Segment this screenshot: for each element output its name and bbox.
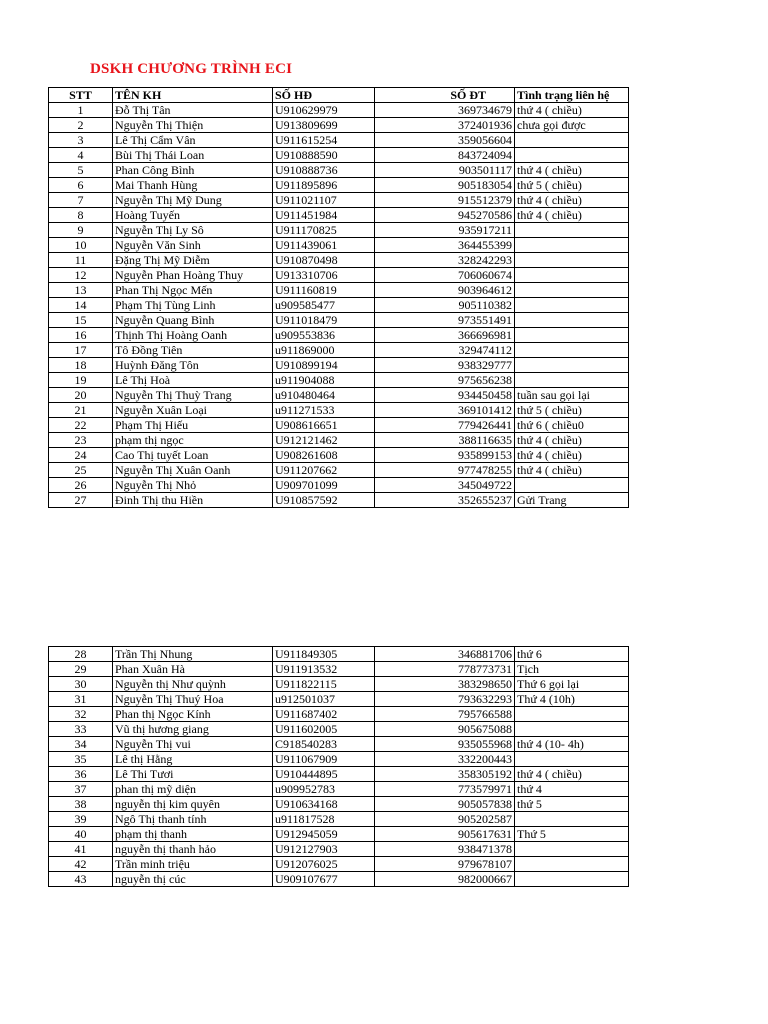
cell-phone-number: 979678107 xyxy=(375,857,515,872)
cell-stt: 16 xyxy=(49,328,113,343)
cell-stt: 20 xyxy=(49,388,113,403)
cell-contact-status xyxy=(515,872,629,887)
cell-phone-number: 388116635 xyxy=(375,433,515,448)
cell-contract-number: U912076025 xyxy=(273,857,375,872)
cell-phone-number: 903501117 xyxy=(375,163,515,178)
cell-phone-number: 332200443 xyxy=(375,752,515,767)
cell-contract-number: U911207662 xyxy=(273,463,375,478)
cell-phone-number: 905617631 xyxy=(375,827,515,842)
table-row xyxy=(49,812,629,827)
table-row xyxy=(49,463,629,478)
cell-stt: 27 xyxy=(49,493,113,508)
table-row xyxy=(49,842,629,857)
cell-contract-number: u911904088 xyxy=(273,373,375,388)
cell-contact-status: Thứ 5 xyxy=(515,827,629,842)
cell-stt: 14 xyxy=(49,298,113,313)
cell-customer-name: Nguyễn Thị Thiện xyxy=(113,118,273,133)
cell-customer-name: Nguyễn Xuân Loại xyxy=(113,403,273,418)
cell-contact-status xyxy=(515,752,629,767)
table-row xyxy=(49,298,629,313)
cell-contact-status: thứ 6 ( chiều0 xyxy=(515,418,629,433)
cell-contact-status xyxy=(515,812,629,827)
cell-contact-status xyxy=(515,223,629,238)
table-row xyxy=(49,268,629,283)
cell-phone-number: 366696981 xyxy=(375,328,515,343)
table-row xyxy=(49,493,629,508)
cell-contact-status xyxy=(515,298,629,313)
cell-contact-status: thứ 4 ( chiều) xyxy=(515,463,629,478)
cell-contract-number: U909701099 xyxy=(273,478,375,493)
cell-stt: 26 xyxy=(49,478,113,493)
cell-customer-name: Nguyễn Văn Sinh xyxy=(113,238,273,253)
cell-phone-number: 977478255 xyxy=(375,463,515,478)
cell-customer-name: phạm thị thanh xyxy=(113,827,273,842)
cell-contract-number: U910629979 xyxy=(273,103,375,118)
table-row xyxy=(49,782,629,797)
cell-contract-number: U910857592 xyxy=(273,493,375,508)
table-row xyxy=(49,827,629,842)
cell-phone-number: 905202587 xyxy=(375,812,515,827)
table-row xyxy=(49,722,629,737)
customer-table-1 xyxy=(48,87,629,508)
cell-customer-name: Phan Thị Ngọc Mến xyxy=(113,283,273,298)
cell-customer-name: Trần minh triệu xyxy=(113,857,273,872)
cell-phone-number: 903964612 xyxy=(375,283,515,298)
cell-customer-name: Thịnh Thị Hoàng Oanh xyxy=(113,328,273,343)
table-row xyxy=(49,148,629,163)
cell-customer-name: Cao Thị tuyết Loan xyxy=(113,448,273,463)
cell-contact-status: thứ 5 xyxy=(515,797,629,812)
cell-contact-status: thứ 4 ( chiều) xyxy=(515,193,629,208)
cell-contact-status xyxy=(515,343,629,358)
table-row xyxy=(49,238,629,253)
cell-phone-number: 935055968 xyxy=(375,737,515,752)
cell-contract-number: U909107677 xyxy=(273,872,375,887)
cell-contact-status: Tịch xyxy=(515,662,629,677)
cell-phone-number: 945270586 xyxy=(375,208,515,223)
cell-customer-name: Trần Thị Nhung xyxy=(113,647,273,662)
cell-contact-status xyxy=(515,478,629,493)
table-row xyxy=(49,797,629,812)
cell-phone-number: 369734679 xyxy=(375,103,515,118)
cell-customer-name: Nguyễn Thị Xuân Oanh xyxy=(113,463,273,478)
table-row xyxy=(49,737,629,752)
header-status: Tình trạng liên hệ xyxy=(515,88,629,103)
page-title: DSKH CHƯƠNG TRÌNH ECI xyxy=(90,61,293,77)
cell-customer-name: Lê Thị Hoà xyxy=(113,373,273,388)
cell-contract-number: U911615254 xyxy=(273,133,375,148)
table-row xyxy=(49,253,629,268)
cell-customer-name: Đặng Thị Mỹ Diễm xyxy=(113,253,273,268)
cell-contract-number: U910444895 xyxy=(273,767,375,782)
cell-contract-number: U911849305 xyxy=(273,647,375,662)
cell-contact-status: Gửi Trang xyxy=(515,493,629,508)
table-row xyxy=(49,707,629,722)
header-contract: SỐ HĐ xyxy=(273,88,375,103)
cell-contract-number: U910634168 xyxy=(273,797,375,812)
cell-stt: 21 xyxy=(49,403,113,418)
cell-contract-number: U913809699 xyxy=(273,118,375,133)
table-row xyxy=(49,692,629,707)
cell-contact-status xyxy=(515,283,629,298)
cell-contract-number: U911160819 xyxy=(273,283,375,298)
cell-contract-number: U911895896 xyxy=(273,178,375,193)
cell-contract-number: U911602005 xyxy=(273,722,375,737)
cell-phone-number: 938471378 xyxy=(375,842,515,857)
table-row xyxy=(49,223,629,238)
cell-stt: 40 xyxy=(49,827,113,842)
cell-customer-name: Tô Đồng Tiên xyxy=(113,343,273,358)
cell-contact-status xyxy=(515,133,629,148)
cell-stt: 15 xyxy=(49,313,113,328)
table-row xyxy=(49,373,629,388)
cell-customer-name: Phạm Thị Hiếu xyxy=(113,418,273,433)
cell-contract-number: U912945059 xyxy=(273,827,375,842)
cell-contact-status xyxy=(515,857,629,872)
cell-phone-number: 779426441 xyxy=(375,418,515,433)
cell-phone-number: 843724094 xyxy=(375,148,515,163)
cell-customer-name: Đinh Thị thu Hiền xyxy=(113,493,273,508)
cell-phone-number: 973551491 xyxy=(375,313,515,328)
table-row xyxy=(49,178,629,193)
cell-contact-status: tuần sau gọi lại xyxy=(515,388,629,403)
cell-stt: 22 xyxy=(49,418,113,433)
table-row xyxy=(49,118,629,133)
cell-phone-number: 358305192 xyxy=(375,767,515,782)
cell-contact-status: thứ 5 ( chiều) xyxy=(515,178,629,193)
cell-contact-status: thứ 5 ( chiều) xyxy=(515,403,629,418)
cell-contract-number: C918540283 xyxy=(273,737,375,752)
cell-customer-name: nguyễn thị cúc xyxy=(113,872,273,887)
header-name: TÊN KH xyxy=(113,88,273,103)
cell-stt: 32 xyxy=(49,707,113,722)
cell-contract-number: u911817528 xyxy=(273,812,375,827)
cell-customer-name: Nguyễn Thị Thuý Hoa xyxy=(113,692,273,707)
cell-contact-status xyxy=(515,148,629,163)
table-row xyxy=(49,163,629,178)
cell-stt: 10 xyxy=(49,238,113,253)
table-row xyxy=(49,313,629,328)
cell-contact-status xyxy=(515,842,629,857)
table-row xyxy=(49,193,629,208)
cell-contract-number: u912501037 xyxy=(273,692,375,707)
cell-contact-status: thứ 4 xyxy=(515,782,629,797)
cell-stt: 2 xyxy=(49,118,113,133)
cell-contract-number: U912127903 xyxy=(273,842,375,857)
cell-customer-name: Huỳnh Đăng Tôn xyxy=(113,358,273,373)
cell-stt: 12 xyxy=(49,268,113,283)
table-row xyxy=(49,767,629,782)
cell-contact-status: thứ 6 xyxy=(515,647,629,662)
cell-contract-number: U911170825 xyxy=(273,223,375,238)
cell-stt: 1 xyxy=(49,103,113,118)
cell-customer-name: Lê Thị Cẩm Vân xyxy=(113,133,273,148)
cell-stt: 19 xyxy=(49,373,113,388)
cell-phone-number: 975656238 xyxy=(375,373,515,388)
cell-stt: 9 xyxy=(49,223,113,238)
table-row xyxy=(49,208,629,223)
cell-contact-status xyxy=(515,328,629,343)
cell-contact-status: Thứ 6 gọi lại xyxy=(515,677,629,692)
cell-customer-name: Hoàng Tuyến xyxy=(113,208,273,223)
header-stt: STT xyxy=(49,88,113,103)
cell-phone-number: 364455399 xyxy=(375,238,515,253)
cell-contract-number: U908261608 xyxy=(273,448,375,463)
table-row xyxy=(49,283,629,298)
cell-stt: 18 xyxy=(49,358,113,373)
cell-customer-name: Mai Thanh Hùng xyxy=(113,178,273,193)
cell-stt: 43 xyxy=(49,872,113,887)
cell-phone-number: 915512379 xyxy=(375,193,515,208)
header-phone: SỐ ĐT xyxy=(375,88,515,103)
cell-stt: 34 xyxy=(49,737,113,752)
cell-phone-number: 938329777 xyxy=(375,358,515,373)
table-row xyxy=(49,647,629,662)
cell-contract-number: u909952783 xyxy=(273,782,375,797)
cell-contact-status xyxy=(515,358,629,373)
cell-customer-name: Phan Xuân Hà xyxy=(113,662,273,677)
cell-phone-number: 905675088 xyxy=(375,722,515,737)
cell-contact-status xyxy=(515,313,629,328)
cell-contract-number: u910480464 xyxy=(273,388,375,403)
cell-phone-number: 935917211 xyxy=(375,223,515,238)
cell-contract-number: U911687402 xyxy=(273,707,375,722)
cell-contact-status: Thứ 4 (10h) xyxy=(515,692,629,707)
cell-stt: 17 xyxy=(49,343,113,358)
cell-customer-name: Lê thị Hằng xyxy=(113,752,273,767)
cell-contact-status xyxy=(515,707,629,722)
table-row xyxy=(49,857,629,872)
table-row xyxy=(49,872,629,887)
cell-stt: 11 xyxy=(49,253,113,268)
cell-contact-status: thứ 4 ( chiều) xyxy=(515,433,629,448)
cell-stt: 5 xyxy=(49,163,113,178)
table-row xyxy=(49,478,629,493)
cell-phone-number: 982000667 xyxy=(375,872,515,887)
table-row xyxy=(49,403,629,418)
cell-stt: 23 xyxy=(49,433,113,448)
table-row xyxy=(49,103,629,118)
cell-contact-status xyxy=(515,268,629,283)
cell-stt: 35 xyxy=(49,752,113,767)
table-row xyxy=(49,388,629,403)
cell-phone-number: 352655237 xyxy=(375,493,515,508)
table-row xyxy=(49,448,629,463)
table-row xyxy=(49,133,629,148)
cell-phone-number: 346881706 xyxy=(375,647,515,662)
cell-customer-name: Nguyễn Thị vui xyxy=(113,737,273,752)
cell-customer-name: phan thị mỹ diện xyxy=(113,782,273,797)
cell-customer-name: Nguyễn Quang Bình xyxy=(113,313,273,328)
table-header-row xyxy=(49,88,629,103)
table-row xyxy=(49,752,629,767)
cell-phone-number: 905057838 xyxy=(375,797,515,812)
cell-phone-number: 905183054 xyxy=(375,178,515,193)
cell-contract-number: u909553836 xyxy=(273,328,375,343)
cell-phone-number: 778773731 xyxy=(375,662,515,677)
cell-stt: 28 xyxy=(49,647,113,662)
table-row xyxy=(49,677,629,692)
cell-contract-number: u909585477 xyxy=(273,298,375,313)
cell-customer-name: phạm thị ngọc xyxy=(113,433,273,448)
cell-contract-number: U911067909 xyxy=(273,752,375,767)
cell-phone-number: 706060674 xyxy=(375,268,515,283)
cell-customer-name: nguyễn thị kim quyên xyxy=(113,797,273,812)
cell-contact-status xyxy=(515,253,629,268)
cell-contact-status xyxy=(515,238,629,253)
cell-stt: 36 xyxy=(49,767,113,782)
cell-contract-number: U910888736 xyxy=(273,163,375,178)
cell-phone-number: 329474112 xyxy=(375,343,515,358)
cell-customer-name: Nguyễn Thị Mỹ Dung xyxy=(113,193,273,208)
cell-phone-number: 934450458 xyxy=(375,388,515,403)
cell-contract-number: U911439061 xyxy=(273,238,375,253)
cell-contract-number: U913310706 xyxy=(273,268,375,283)
cell-phone-number: 359056604 xyxy=(375,133,515,148)
table-row xyxy=(49,328,629,343)
cell-phone-number: 935899153 xyxy=(375,448,515,463)
cell-stt: 8 xyxy=(49,208,113,223)
cell-phone-number: 773579971 xyxy=(375,782,515,797)
table-row xyxy=(49,433,629,448)
table-row xyxy=(49,343,629,358)
cell-stt: 38 xyxy=(49,797,113,812)
cell-contract-number: U910899194 xyxy=(273,358,375,373)
cell-contact-status: chưa gọi được xyxy=(515,118,629,133)
cell-customer-name: Vũ thị hương giang xyxy=(113,722,273,737)
cell-contact-status xyxy=(515,722,629,737)
table-row xyxy=(49,418,629,433)
cell-customer-name: Nguyễn Thị Ly Sô xyxy=(113,223,273,238)
cell-phone-number: 383298650 xyxy=(375,677,515,692)
cell-stt: 33 xyxy=(49,722,113,737)
cell-contract-number: U911451984 xyxy=(273,208,375,223)
cell-stt: 7 xyxy=(49,193,113,208)
cell-contact-status: thứ 4 (10- 4h) xyxy=(515,737,629,752)
cell-stt: 37 xyxy=(49,782,113,797)
cell-stt: 41 xyxy=(49,842,113,857)
cell-customer-name: Ngô Thị thanh tính xyxy=(113,812,273,827)
cell-stt: 24 xyxy=(49,448,113,463)
cell-stt: 25 xyxy=(49,463,113,478)
cell-phone-number: 795766588 xyxy=(375,707,515,722)
cell-stt: 42 xyxy=(49,857,113,872)
cell-contract-number: U911018479 xyxy=(273,313,375,328)
cell-customer-name: Đỗ Thị Tân xyxy=(113,103,273,118)
cell-contract-number: U911913532 xyxy=(273,662,375,677)
cell-contract-number: U910870498 xyxy=(273,253,375,268)
cell-stt: 39 xyxy=(49,812,113,827)
cell-phone-number: 372401936 xyxy=(375,118,515,133)
cell-phone-number: 905110382 xyxy=(375,298,515,313)
cell-contract-number: U912121462 xyxy=(273,433,375,448)
cell-contract-number: u911271533 xyxy=(273,403,375,418)
cell-customer-name: Phạm Thị Tùng Linh xyxy=(113,298,273,313)
cell-contract-number: U908616651 xyxy=(273,418,375,433)
cell-contact-status: thứ 4 ( chiều) xyxy=(515,163,629,178)
cell-contact-status xyxy=(515,373,629,388)
cell-stt: 13 xyxy=(49,283,113,298)
cell-customer-name: Nguyễn Thị Thuỳ Trang xyxy=(113,388,273,403)
cell-customer-name: nguyễn thị thanh hảo xyxy=(113,842,273,857)
cell-customer-name: Nguyễn thị Như quỳnh xyxy=(113,677,273,692)
cell-phone-number: 369101412 xyxy=(375,403,515,418)
cell-customer-name: Phan thị Ngọc Kính xyxy=(113,707,273,722)
cell-stt: 30 xyxy=(49,677,113,692)
cell-customer-name: Nguyễn Thị Nhỏ xyxy=(113,478,273,493)
cell-customer-name: Bùi Thị Thái Loan xyxy=(113,148,273,163)
cell-customer-name: Nguyễn Phan Hoàng Thuy xyxy=(113,268,273,283)
cell-phone-number: 328242293 xyxy=(375,253,515,268)
table-row xyxy=(49,358,629,373)
customer-table-2 xyxy=(48,646,629,887)
cell-stt: 31 xyxy=(49,692,113,707)
cell-phone-number: 345049722 xyxy=(375,478,515,493)
cell-customer-name: Phan Công Bình xyxy=(113,163,273,178)
cell-contact-status: thứ 4 ( chiều) xyxy=(515,448,629,463)
cell-stt: 3 xyxy=(49,133,113,148)
cell-contract-number: U910888590 xyxy=(273,148,375,163)
table-row xyxy=(49,662,629,677)
cell-contact-status: thứ 4 ( chiều) xyxy=(515,767,629,782)
cell-contract-number: u911869000 xyxy=(273,343,375,358)
cell-phone-number: 793632293 xyxy=(375,692,515,707)
cell-stt: 4 xyxy=(49,148,113,163)
cell-stt: 6 xyxy=(49,178,113,193)
cell-contact-status: thứ 4 ( chiều) xyxy=(515,208,629,223)
cell-customer-name: Lê Thi Tươi xyxy=(113,767,273,782)
cell-contract-number: U911021107 xyxy=(273,193,375,208)
cell-contract-number: U911822115 xyxy=(273,677,375,692)
cell-stt: 29 xyxy=(49,662,113,677)
cell-contact-status: thứ 4 ( chiều) xyxy=(515,103,629,118)
